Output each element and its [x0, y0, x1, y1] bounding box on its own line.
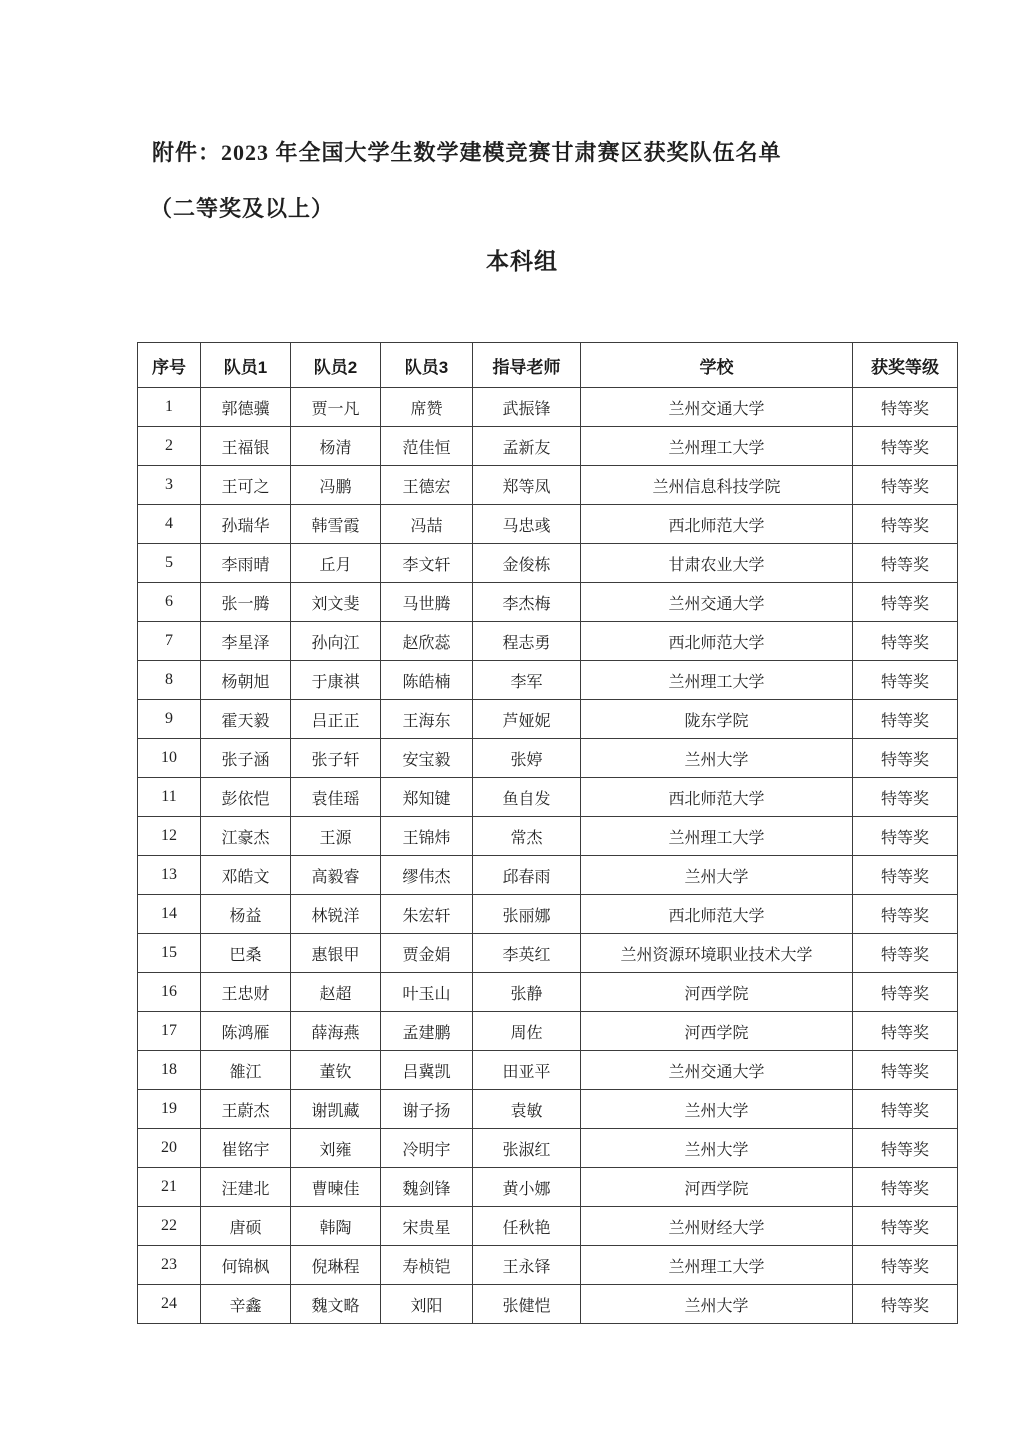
table-cell: 李英红	[473, 934, 581, 973]
table-cell: 7	[138, 622, 201, 661]
table-row	[138, 1207, 958, 1246]
table-cell: 宋贵星	[381, 1207, 473, 1246]
table-cell: 常杰	[473, 817, 581, 856]
table-cell: 兰州理工大学	[581, 1246, 853, 1285]
table-cell: 缪伟杰	[381, 856, 473, 895]
table-cell: 孟新友	[473, 427, 581, 466]
table-cell: 郭德骥	[201, 388, 291, 427]
table-cell: 特等奖	[853, 1246, 958, 1285]
table-cell: 张子涵	[201, 739, 291, 778]
table-row	[138, 1129, 958, 1168]
table-cell: 兰州大学	[581, 1090, 853, 1129]
table-cell: 李雨晴	[201, 544, 291, 583]
table-cell: 王永铎	[473, 1246, 581, 1285]
table-cell: 特等奖	[853, 1207, 958, 1246]
table-cell: 张一腾	[201, 583, 291, 622]
table-cell: 张婷	[473, 739, 581, 778]
table-cell: 刘阳	[381, 1285, 473, 1324]
table-cell: 程志勇	[473, 622, 581, 661]
table-cell: 林锐洋	[291, 895, 381, 934]
table-cell: 兰州大学	[581, 739, 853, 778]
table-cell: 特等奖	[853, 388, 958, 427]
column-header: 指导老师	[473, 343, 581, 388]
table-cell: 陈皓楠	[381, 661, 473, 700]
table-cell: 孙向江	[291, 622, 381, 661]
table-cell: 袁敏	[473, 1090, 581, 1129]
table-body	[138, 388, 958, 1324]
table-row	[138, 700, 958, 739]
table-cell: 兰州交通大学	[581, 583, 853, 622]
column-header: 获奖等级	[853, 343, 958, 388]
table-row	[138, 739, 958, 778]
table-cell: 赵超	[291, 973, 381, 1012]
table-cell: 李杰梅	[473, 583, 581, 622]
column-header: 队员3	[381, 343, 473, 388]
table-cell: 范佳恒	[381, 427, 473, 466]
table-cell: 张健恺	[473, 1285, 581, 1324]
table-cell: 特等奖	[853, 778, 958, 817]
table-cell: 贾一凡	[291, 388, 381, 427]
table-cell: 于康祺	[291, 661, 381, 700]
table-row	[138, 1168, 958, 1207]
table-cell: 特等奖	[853, 427, 958, 466]
table-cell: 董钦	[291, 1051, 381, 1090]
table-cell: 22	[138, 1207, 201, 1246]
table-cell: 兰州资源环境职业技术大学	[581, 934, 853, 973]
table-cell: 孙瑞华	[201, 505, 291, 544]
table-cell: 刘雍	[291, 1129, 381, 1168]
table-row	[138, 583, 958, 622]
table-cell: 兰州理工大学	[581, 427, 853, 466]
table-cell: 孟建鹏	[381, 1012, 473, 1051]
table-cell: 彭依恺	[201, 778, 291, 817]
table-cell: 特等奖	[853, 895, 958, 934]
column-header: 队员1	[201, 343, 291, 388]
table-cell: 19	[138, 1090, 201, 1129]
table-cell: 特等奖	[853, 544, 958, 583]
table-cell: 张丽娜	[473, 895, 581, 934]
table-cell: 芦娅妮	[473, 700, 581, 739]
column-header: 序号	[138, 343, 201, 388]
table-cell: 刘文斐	[291, 583, 381, 622]
table-cell: 冯喆	[381, 505, 473, 544]
table-cell: 丘月	[291, 544, 381, 583]
table-cell: 兰州理工大学	[581, 817, 853, 856]
table-cell: 23	[138, 1246, 201, 1285]
table-cell: 鱼自发	[473, 778, 581, 817]
table-cell: 吕冀凯	[381, 1051, 473, 1090]
table-cell: 安宝毅	[381, 739, 473, 778]
table-cell: 朱宏轩	[381, 895, 473, 934]
table-header	[138, 343, 958, 388]
table-cell: 西北师范大学	[581, 895, 853, 934]
table-cell: 特等奖	[853, 505, 958, 544]
table-row	[138, 622, 958, 661]
table-cell: 特等奖	[853, 1285, 958, 1324]
table-row	[138, 661, 958, 700]
table-cell: 兰州理工大学	[581, 661, 853, 700]
table-cell: 特等奖	[853, 817, 958, 856]
table-cell: 巴桑	[201, 934, 291, 973]
table-cell: 陈鸿雁	[201, 1012, 291, 1051]
table-row	[138, 817, 958, 856]
table-cell: 6	[138, 583, 201, 622]
table-row	[138, 427, 958, 466]
table-cell: 9	[138, 700, 201, 739]
awards-table	[137, 342, 958, 1324]
table-cell: 14	[138, 895, 201, 934]
table-header-row	[138, 343, 958, 388]
table-cell: 张静	[473, 973, 581, 1012]
table-row	[138, 1090, 958, 1129]
table-cell: 兰州交通大学	[581, 1051, 853, 1090]
table-cell: 张淑红	[473, 1129, 581, 1168]
table-row	[138, 934, 958, 973]
table-cell: 16	[138, 973, 201, 1012]
table-cell: 15	[138, 934, 201, 973]
table-cell: 赵欣蕊	[381, 622, 473, 661]
table-cell: 惠银甲	[291, 934, 381, 973]
table-cell: 高毅睿	[291, 856, 381, 895]
table-cell: 吕正正	[291, 700, 381, 739]
table-cell: 西北师范大学	[581, 622, 853, 661]
table-cell: 王蔚杰	[201, 1090, 291, 1129]
table-cell: 特等奖	[853, 934, 958, 973]
table-cell: 3	[138, 466, 201, 505]
table-cell: 李军	[473, 661, 581, 700]
table-cell: 兰州大学	[581, 1129, 853, 1168]
table-cell: 特等奖	[853, 700, 958, 739]
table-cell: 何锦枫	[201, 1246, 291, 1285]
column-header: 学校	[581, 343, 853, 388]
table-cell: 20	[138, 1129, 201, 1168]
table-cell: 黄小娜	[473, 1168, 581, 1207]
table-cell: 兰州大学	[581, 1285, 853, 1324]
table-cell: 特等奖	[853, 466, 958, 505]
table-cell: 辛鑫	[201, 1285, 291, 1324]
table-cell: 周佐	[473, 1012, 581, 1051]
table-cell: 谢子扬	[381, 1090, 473, 1129]
table-cell: 13	[138, 856, 201, 895]
table-row	[138, 1051, 958, 1090]
table-cell: 武振锋	[473, 388, 581, 427]
table-cell: 邱春雨	[473, 856, 581, 895]
table-cell: 贾金娟	[381, 934, 473, 973]
table-cell: 雒江	[201, 1051, 291, 1090]
table-cell: 10	[138, 739, 201, 778]
document-title-line2: （二等奖及以上）	[150, 196, 335, 221]
table-cell: 2	[138, 427, 201, 466]
table-cell: 特等奖	[853, 1129, 958, 1168]
table-cell: 西北师范大学	[581, 505, 853, 544]
section-heading: 本科组	[486, 248, 558, 274]
table-cell: 韩雪霞	[291, 505, 381, 544]
column-header: 队员2	[291, 343, 381, 388]
table-cell: 西北师范大学	[581, 778, 853, 817]
table-cell: 冯鹏	[291, 466, 381, 505]
table-row	[138, 388, 958, 427]
table-cell: 特等奖	[853, 1051, 958, 1090]
table-cell: 魏文略	[291, 1285, 381, 1324]
table-cell: 崔铭宇	[201, 1129, 291, 1168]
table-cell: 兰州信息科技学院	[581, 466, 853, 505]
table-row	[138, 1246, 958, 1285]
table-cell: 汪建北	[201, 1168, 291, 1207]
table-cell: 江豪杰	[201, 817, 291, 856]
table-cell: 李文轩	[381, 544, 473, 583]
table-cell: 王海东	[381, 700, 473, 739]
table-cell: 王锦炜	[381, 817, 473, 856]
table-cell: 王可之	[201, 466, 291, 505]
table-cell: 兰州财经大学	[581, 1207, 853, 1246]
table-cell: 寿桢铠	[381, 1246, 473, 1285]
table-cell: 王源	[291, 817, 381, 856]
table-row	[138, 1012, 958, 1051]
table-cell: 金俊栋	[473, 544, 581, 583]
table-cell: 冷明宇	[381, 1129, 473, 1168]
table-cell: 河西学院	[581, 1168, 853, 1207]
table-cell: 8	[138, 661, 201, 700]
table-row	[138, 544, 958, 583]
table-cell: 曹暕佳	[291, 1168, 381, 1207]
table-cell: 18	[138, 1051, 201, 1090]
table-cell: 席赞	[381, 388, 473, 427]
table-cell: 特等奖	[853, 973, 958, 1012]
table-cell: 兰州交通大学	[581, 388, 853, 427]
table-cell: 4	[138, 505, 201, 544]
table-cell: 特等奖	[853, 622, 958, 661]
table-cell: 特等奖	[853, 583, 958, 622]
table-cell: 郑等凤	[473, 466, 581, 505]
table-cell: 河西学院	[581, 1012, 853, 1051]
table-cell: 马忠彧	[473, 505, 581, 544]
table-cell: 河西学院	[581, 973, 853, 1012]
table-cell: 兰州大学	[581, 856, 853, 895]
table-cell: 田亚平	[473, 1051, 581, 1090]
table-cell: 邓皓文	[201, 856, 291, 895]
table-cell: 24	[138, 1285, 201, 1324]
table-cell: 17	[138, 1012, 201, 1051]
table-cell: 郑知键	[381, 778, 473, 817]
table-cell: 马世腾	[381, 583, 473, 622]
table-cell: 特等奖	[853, 739, 958, 778]
table-cell: 1	[138, 388, 201, 427]
table-cell: 魏剑锋	[381, 1168, 473, 1207]
table-row	[138, 1285, 958, 1324]
table-row	[138, 778, 958, 817]
table-cell: 薛海燕	[291, 1012, 381, 1051]
document-title-line1: 附件：2023 年全国大学生数学建模竞赛甘肃赛区获奖队伍名单	[152, 140, 782, 165]
table-cell: 特等奖	[853, 661, 958, 700]
table-cell: 12	[138, 817, 201, 856]
table-cell: 王忠财	[201, 973, 291, 1012]
table-cell: 特等奖	[853, 1168, 958, 1207]
table-cell: 王福银	[201, 427, 291, 466]
table-row	[138, 973, 958, 1012]
table-cell: 甘肃农业大学	[581, 544, 853, 583]
table-cell: 杨朝旭	[201, 661, 291, 700]
table-cell: 杨益	[201, 895, 291, 934]
table-cell: 倪琳程	[291, 1246, 381, 1285]
table-cell: 特等奖	[853, 1012, 958, 1051]
table-cell: 谢凯藏	[291, 1090, 381, 1129]
table-cell: 张子轩	[291, 739, 381, 778]
table-cell: 陇东学院	[581, 700, 853, 739]
table-cell: 李星泽	[201, 622, 291, 661]
table-cell: 特等奖	[853, 1090, 958, 1129]
table-cell: 5	[138, 544, 201, 583]
table-cell: 任秋艳	[473, 1207, 581, 1246]
table-cell: 特等奖	[853, 856, 958, 895]
table-cell: 叶玉山	[381, 973, 473, 1012]
table-row	[138, 856, 958, 895]
table-cell: 霍天毅	[201, 700, 291, 739]
table-cell: 21	[138, 1168, 201, 1207]
table-cell: 王德宏	[381, 466, 473, 505]
table-cell: 袁佳瑶	[291, 778, 381, 817]
table-row	[138, 895, 958, 934]
table-cell: 唐硕	[201, 1207, 291, 1246]
table-row	[138, 466, 958, 505]
table-row	[138, 505, 958, 544]
table-cell: 韩陶	[291, 1207, 381, 1246]
table-cell: 11	[138, 778, 201, 817]
table-cell: 杨清	[291, 427, 381, 466]
